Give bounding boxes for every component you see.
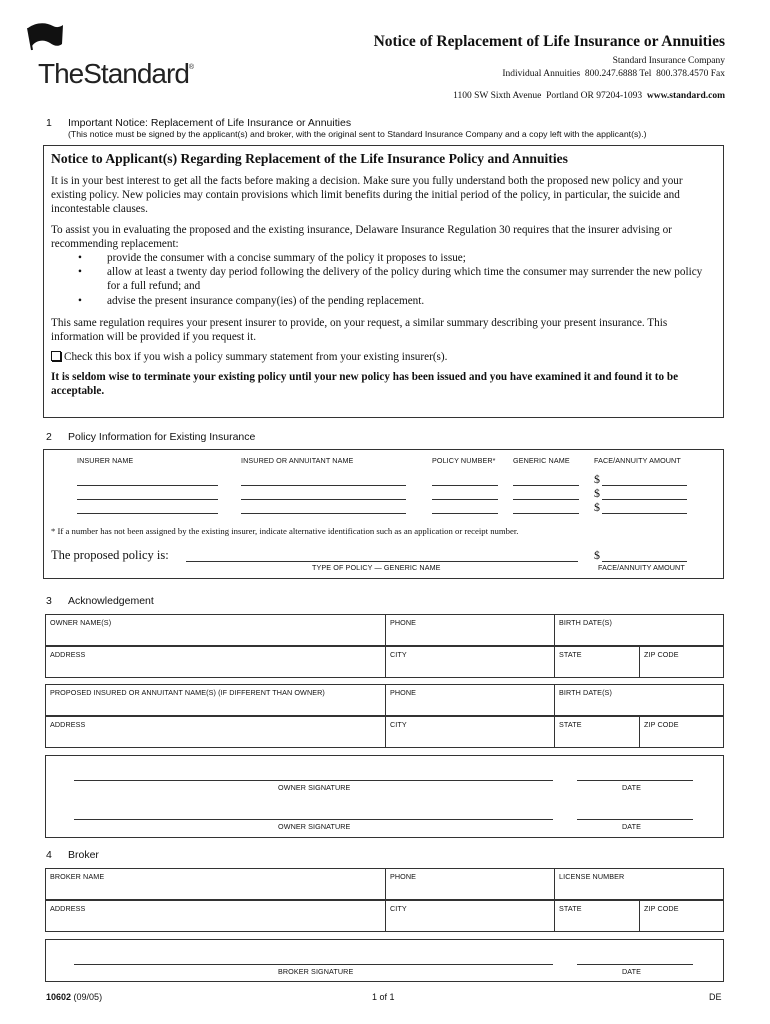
field-label: CITY [390, 650, 407, 659]
field-label: PHONE [390, 688, 417, 697]
bullet-glyph: • [78, 252, 82, 265]
bullet-text: provide the consumer with a concise summary of the policy it proposes to issue; [107, 252, 466, 265]
section-3-heading [46, 595, 154, 607]
insured-name-field[interactable] [241, 499, 406, 500]
notice-content [51, 151, 717, 399]
notice-paragraph-3: This same regulation requires your present insurer to provide, on your request, a similar summary describing your present insurance. This information will be provided if you request it. [51, 316, 668, 344]
broker-address-field[interactable] [45, 900, 386, 932]
col-generic-name: GENERIC NAME [513, 456, 570, 465]
notice-warning: It is seldom wise to terminate your existing policy until your new policy has been issued and you have examined it and found it to be acceptable. [51, 371, 679, 398]
form-date: (09/05) [73, 992, 103, 1002]
owner-signature-label-2: OWNER SIGNATURE [278, 822, 351, 831]
bullet-glyph: • [78, 266, 82, 279]
insured-zip-field[interactable] [639, 716, 724, 748]
insurer-name-field[interactable] [77, 485, 218, 486]
broker-date-line[interactable] [577, 964, 693, 965]
company-address-line [448, 81, 725, 101]
bullet-text: advise the present insurance company(ies) of the pending replacement. [107, 294, 425, 307]
owner-address-field[interactable] [45, 646, 386, 678]
owner-city-field[interactable] [385, 646, 555, 678]
owner-date-label-2: DATE [622, 822, 642, 831]
list-item [51, 294, 717, 308]
section-2-heading [46, 431, 255, 443]
checkbox-label: Check this box if you wish a policy summary statement from your existing insurer(s). [64, 351, 448, 364]
owner-date-line-1[interactable] [577, 780, 693, 781]
face-amount-field[interactable] [602, 485, 687, 486]
insurer-name-field[interactable] [77, 513, 218, 514]
field-label: CITY [390, 720, 407, 729]
bullet-text: allow at least a twenty day period following the delivery of the policy during which time the consumer may surrender the new policy for a full refund; and [107, 266, 703, 293]
col-insurer-name: INSURER NAME [77, 456, 134, 465]
bullet-glyph: • [78, 294, 82, 307]
owner-date-label-1: DATE [622, 783, 642, 792]
field-label: OWNER NAME(S) [50, 618, 112, 627]
company-name: Standard Insurance Company [612, 56, 725, 66]
generic-name-field[interactable] [513, 485, 579, 486]
owner-phone-field[interactable] [385, 614, 555, 646]
section-1-subtitle: (This notice must be signed by the applicant(s) and broker, with the original sent to Standard Insurance Company and a copy left with the applicant(s).) [68, 129, 647, 139]
type-of-policy-label: TYPE OF POLICY — GENERIC NAME [312, 563, 441, 572]
field-label: BIRTH DATE(S) [559, 618, 612, 627]
dollar-sign: $ [594, 486, 600, 500]
company-phones: Individual Annuities 800.247.6888 Tel 800.378.4570 Fax [502, 69, 725, 79]
state-code: DE [709, 992, 722, 1002]
company-address: 1100 SW Sixth Avenue Portland OR 97204-1093 [453, 91, 643, 101]
dollar-sign: $ [594, 500, 600, 514]
section-number: 4 [46, 849, 52, 861]
owner-date-line-2[interactable] [577, 819, 693, 820]
face-amount-field[interactable] [602, 513, 687, 514]
policy-number-footnote: * If a number has not been assigned by the existing insurer, indicate alternative identification such as an application or receipt number. [51, 526, 519, 536]
owner-zip-field[interactable] [639, 646, 724, 678]
dollar-sign: $ [594, 548, 600, 562]
owner-signature-line-2[interactable] [74, 819, 553, 820]
field-label: STATE [559, 650, 582, 659]
col-insured-name: INSURED OR ANNUITANT NAME [241, 456, 354, 465]
field-label: ADDRESS [50, 720, 86, 729]
field-label: ZIP CODE [644, 720, 679, 729]
insurer-name-field[interactable] [77, 499, 218, 500]
broker-signature-label: BROKER SIGNATURE [278, 967, 354, 976]
insured-state-field[interactable] [554, 716, 640, 748]
proposed-policy-type-field[interactable] [186, 561, 578, 562]
section-number: 3 [46, 595, 52, 607]
owner-name-field[interactable] [45, 614, 386, 646]
insured-city-field[interactable] [385, 716, 555, 748]
list-item [51, 251, 717, 265]
notice-paragraph-2: To assist you in evaluating the proposed and the existing insurance, Delaware Insurance Regulation 30 requires that the insurer advising or recommending replacement: [51, 223, 672, 250]
policy-number-field[interactable] [432, 513, 498, 514]
policy-summary-checkbox[interactable] [51, 351, 61, 361]
owner-state-field[interactable] [554, 646, 640, 678]
insured-name-field[interactable] [241, 485, 406, 486]
section-title: Policy Information for Existing Insurance [68, 431, 256, 443]
notice-heading: Notice to Applicant(s) Regarding Replacement of the Life Insurance Policy and Annuities [51, 151, 568, 166]
section-title: Broker [68, 849, 99, 861]
company-logo [38, 58, 193, 90]
logo-mark: ® [188, 64, 194, 71]
flag-logo-icon [26, 20, 66, 52]
insured-address-field[interactable] [45, 716, 386, 748]
col-face-amount: FACE/ANNUITY AMOUNT [594, 456, 681, 465]
owner-birthdate-field[interactable] [554, 614, 724, 646]
section-number: 1 [46, 117, 52, 129]
broker-city-field[interactable] [385, 900, 555, 932]
field-label: BIRTH DATE(S) [559, 688, 612, 697]
field-label: BROKER NAME [50, 872, 105, 881]
owner-signature-line-1[interactable] [74, 780, 553, 781]
broker-zip-field[interactable] [639, 900, 724, 932]
generic-name-field[interactable] [513, 499, 579, 500]
page-title: Notice of Replacement of Life Insurance or Annuities [373, 33, 725, 50]
generic-name-field[interactable] [513, 513, 579, 514]
field-label: ADDRESS [50, 904, 86, 913]
face-amount-field[interactable] [602, 499, 687, 500]
list-item [51, 265, 717, 293]
section-title: Acknowledgement [68, 595, 154, 607]
section-4-heading [46, 849, 99, 861]
field-label: PROPOSED INSURED OR ANNUITANT NAME(S) (IF DIFFERENT THAN OWNER) [50, 688, 325, 697]
owner-signature-label-1: OWNER SIGNATURE [278, 783, 351, 792]
insured-birthdate-field[interactable] [554, 684, 724, 716]
field-label: PHONE [390, 872, 417, 881]
section-number: 2 [46, 431, 52, 443]
field-label: STATE [559, 904, 582, 913]
field-label: STATE [559, 720, 582, 729]
face-amount-label: FACE/ANNUITY AMOUNT [598, 563, 685, 572]
proposed-amount-field[interactable] [602, 561, 687, 562]
broker-name-field[interactable] [45, 868, 386, 900]
field-label: CITY [390, 904, 407, 913]
dollar-sign: $ [594, 472, 600, 486]
proposed-insured-name-field[interactable] [45, 684, 386, 716]
section-title: Important Notice: Replacement of Life Insurance or Annuities [68, 117, 352, 129]
col-policy-number: POLICY NUMBER* [432, 456, 496, 465]
proposed-policy-label: The proposed policy is: [51, 548, 169, 562]
field-label: ZIP CODE [644, 904, 679, 913]
notice-bullet-list [51, 251, 717, 308]
company-website: www.standard.com [646, 91, 725, 101]
page-number: 1 of 1 [372, 992, 395, 1002]
broker-state-field[interactable] [554, 900, 640, 932]
insured-phone-field[interactable] [385, 684, 555, 716]
policy-number-field[interactable] [432, 499, 498, 500]
field-label: LICENSE NUMBER [559, 872, 625, 881]
broker-date-label: DATE [622, 967, 642, 976]
field-label: ZIP CODE [644, 650, 679, 659]
broker-signature-line[interactable] [74, 964, 553, 965]
insured-name-field[interactable] [241, 513, 406, 514]
broker-phone-field[interactable] [385, 868, 555, 900]
policy-summary-checkbox-row [51, 350, 717, 364]
field-label: PHONE [390, 618, 417, 627]
section-1-heading [46, 117, 351, 129]
broker-license-field[interactable] [554, 868, 724, 900]
form-number [46, 992, 102, 1002]
logo-text: TheStandard [38, 58, 189, 89]
policy-number-field[interactable] [432, 485, 498, 486]
form-number-value: 10602 [46, 992, 72, 1002]
notice-paragraph-1: It is in your best interest to get all the facts before making a decision. Make sure you fully understand both the proposed new policy and your existing policy. New policies may contain provisions which limit benefits during the initial period of the policy, in particular, the suicide and incontestable clauses. [51, 175, 683, 216]
field-label: ADDRESS [50, 650, 86, 659]
